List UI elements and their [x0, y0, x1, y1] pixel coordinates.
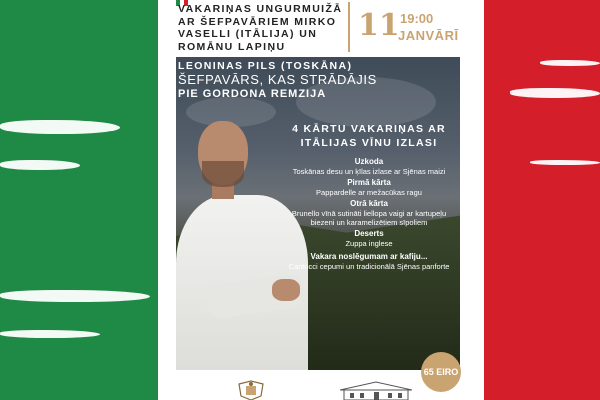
brush-stroke [540, 60, 600, 66]
price-badge: 65 EIRO [421, 352, 461, 392]
brush-stroke [0, 160, 80, 170]
brush-stroke [530, 160, 600, 165]
menu-course [284, 229, 454, 248]
manor-house-icon [330, 380, 422, 400]
flag-green-stripe [0, 0, 158, 400]
menu-course [284, 178, 454, 197]
course-description: Pappardelle ar mežacūkas ragu [316, 188, 422, 197]
event-title: VAKARIŅAS UNGURMUIŽĀ AR ŠEFPAVĀRIEM MIRKO VASELLI (ITĀLIJA) UN ROMĀNU LAPIŅU [178, 3, 343, 53]
event-month: JANVĀRĪ [398, 28, 459, 43]
brush-stroke [0, 120, 120, 134]
course-description: Brunello vīnā sutināti liellopa vaigi ar kartupeļu biezeni un karamelizētiem sīpoliem [291, 209, 447, 227]
course-heading: Otrā kārta [350, 199, 388, 208]
menu-course [284, 199, 454, 227]
course-heading: Deserts [354, 229, 384, 238]
course-description: Toskānas desu un ķīlas izlase ar Sjēnas maizi [292, 167, 446, 176]
menu-course [284, 252, 454, 271]
course-heading: Pirmā kārta [347, 178, 391, 187]
course-heading: Uzkoda [354, 157, 384, 166]
menu-course [284, 157, 454, 176]
coat-of-arms-icon [234, 380, 268, 400]
course-description: Cantucci cepumi un tradicionālā Sjēnas panforte [288, 262, 450, 271]
brush-stroke [0, 330, 100, 338]
chef-mentor: PIE GORDONA REMZIJA [178, 88, 327, 100]
chef-role: ŠEFPAVĀRS, KAS STRĀDĀJIS [178, 72, 377, 87]
course-heading: Vakara noslēgumam ar kafiju... [310, 252, 428, 261]
chef-location: LEONINAS PILS (TOSKĀNA) [178, 60, 353, 72]
event-time: 19:00 [400, 11, 434, 26]
event-day: 11 [358, 8, 400, 43]
brush-stroke [0, 290, 150, 302]
brush-stroke [510, 88, 600, 98]
course-description: Zuppa inglese [345, 239, 393, 248]
menu-title: 4 KĀRTU VAKARIŅAS AR ITĀLIJAS VĪNU IZLASI [292, 123, 446, 149]
